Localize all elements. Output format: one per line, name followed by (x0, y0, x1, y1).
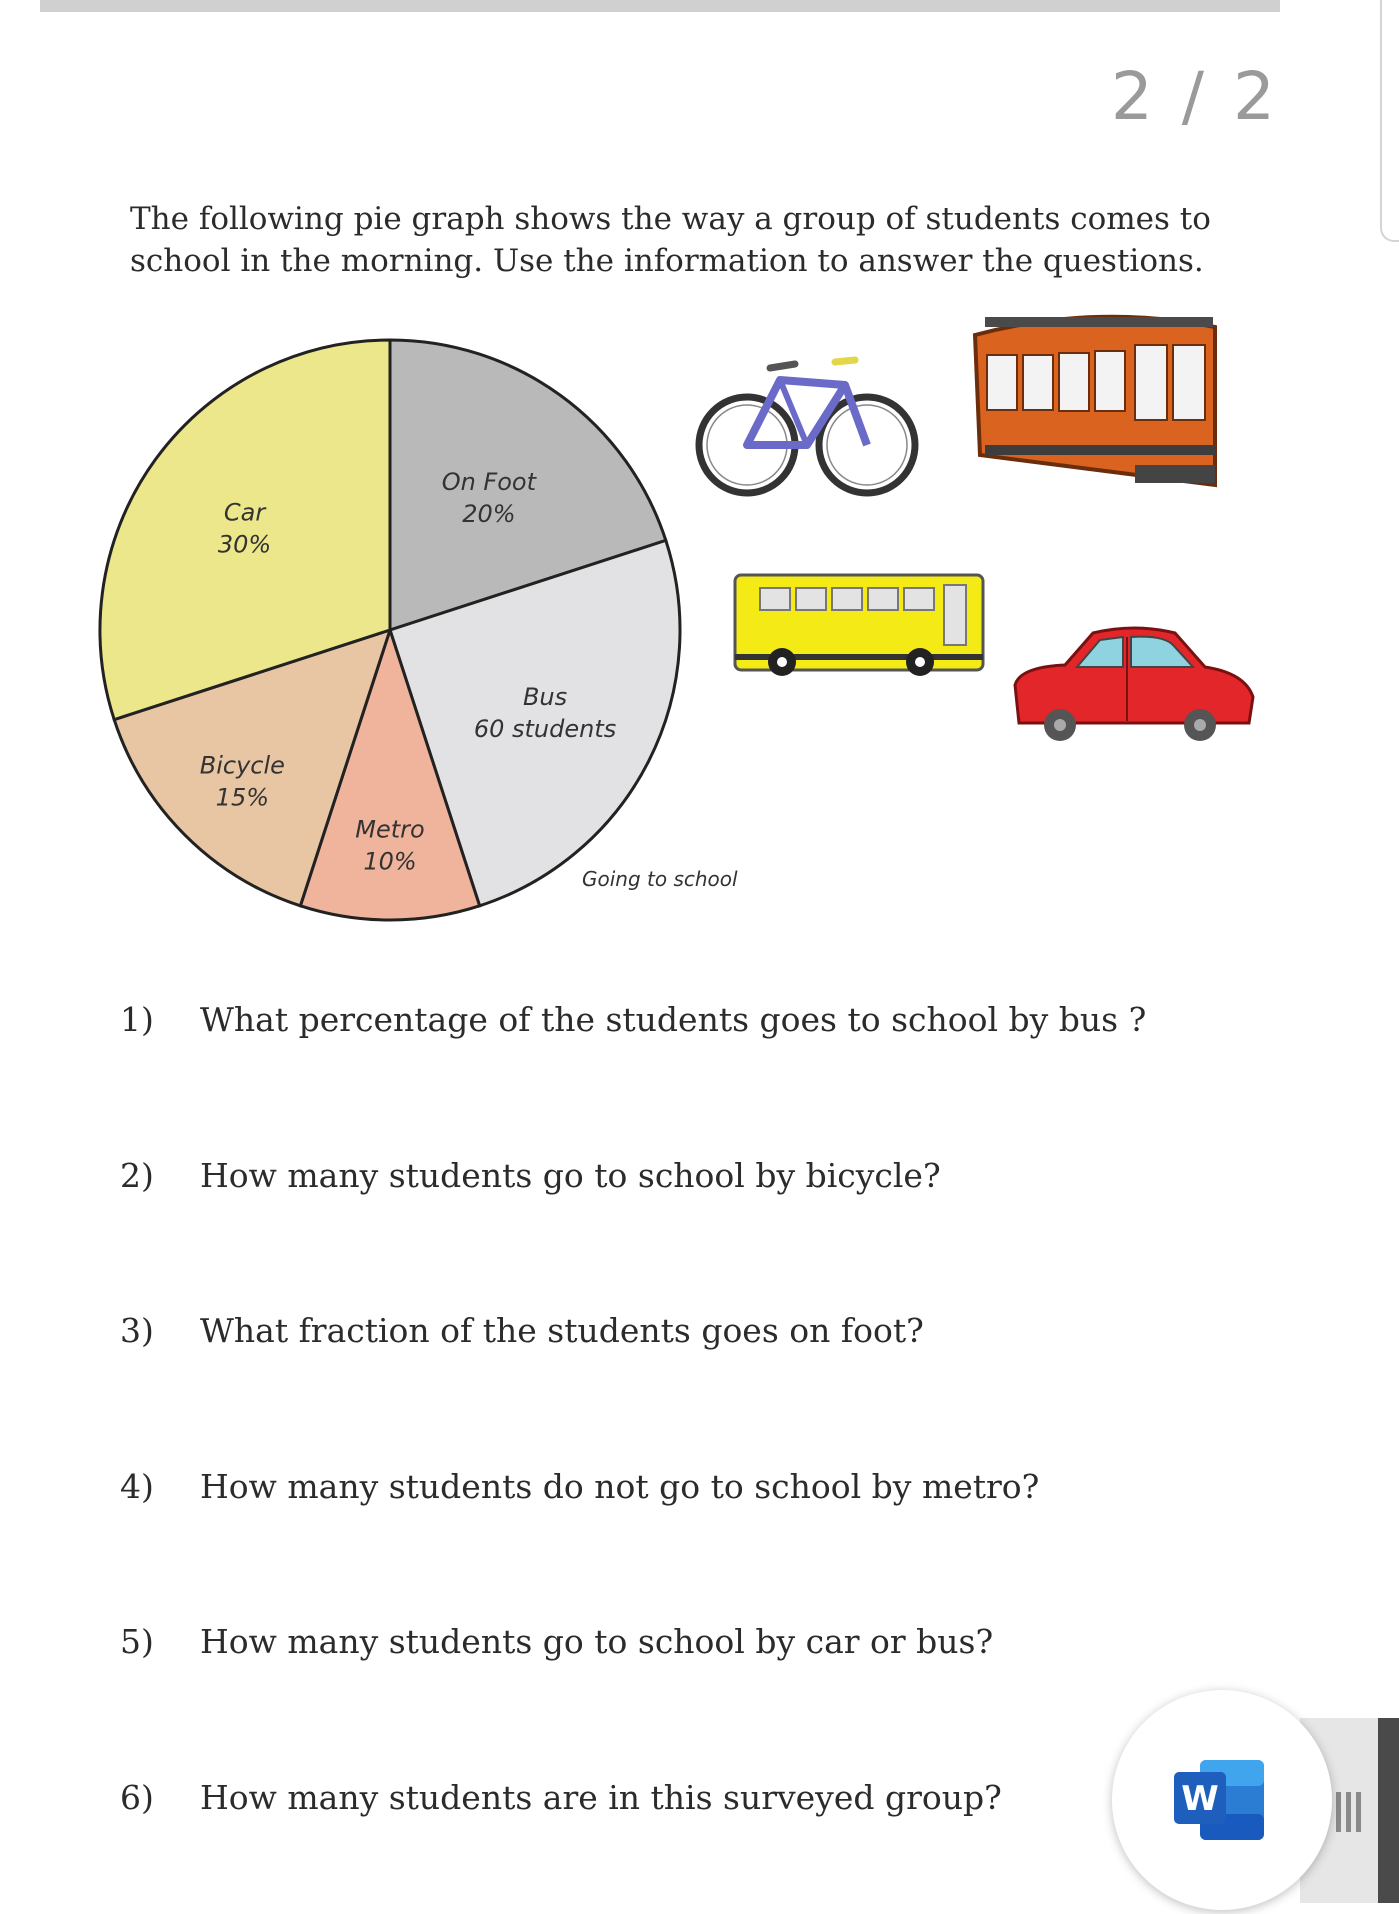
slice-label: Car (223, 498, 266, 527)
question-number: 3) (120, 1311, 154, 1350)
slice-value-label: 60 students (473, 714, 617, 743)
question-text: What percentage of the students goes to school by bus ? (200, 1000, 1147, 1039)
question-5 (120, 1622, 1120, 1661)
slice-label: Bus (522, 682, 568, 711)
slice-value-label: 20% (462, 499, 516, 528)
word-letter: W (1181, 1779, 1219, 1819)
page-indicator: 2 / 2 (1110, 58, 1279, 135)
question-6 (120, 1778, 1120, 1817)
slice-label: Metro (355, 815, 425, 844)
slice-label: On Foot (441, 467, 537, 496)
slice-value-label: 15% (215, 783, 270, 812)
question-number: 6) (120, 1778, 154, 1817)
pie-chart (0, 320, 780, 940)
pie-chart-container (0, 320, 780, 944)
question-3 (120, 1311, 1120, 1350)
bus-icon (730, 570, 990, 680)
side-panel-edge (1380, 0, 1399, 242)
question-number: 2) (120, 1156, 154, 1195)
word-icon (1112, 1690, 1332, 1910)
open-in-word-button[interactable] (1112, 1690, 1332, 1910)
question-text: How many students are in this surveyed group? (200, 1778, 1002, 1817)
tram-icon (965, 305, 1225, 495)
question-4 (120, 1467, 1120, 1506)
slice-value-label: 30% (217, 530, 272, 559)
slice-label: Bicycle (199, 751, 285, 780)
slice-value-label: 10% (363, 847, 417, 876)
question-number: 1) (120, 1000, 154, 1039)
bicycle-icon (695, 350, 920, 510)
car-icon (1005, 625, 1260, 750)
question-2 (120, 1156, 1120, 1195)
scrollbar[interactable] (1378, 1718, 1399, 1903)
intro-text: The following pie graph shows the way a group of students comes to school in the morning. Use the information to answer the questions. (130, 201, 1211, 279)
question-number: 4) (120, 1467, 154, 1506)
question-text: How many students go to school by bicycle? (200, 1156, 941, 1195)
question-text: How many students go to school by car or bus? (200, 1622, 994, 1661)
viewer-top-bar (40, 0, 1280, 12)
question-text: What fraction of the students goes on foot? (200, 1311, 924, 1350)
question-1 (120, 1000, 1147, 1039)
question-text: How many students do not go to school by metro? (200, 1467, 1040, 1506)
question-number: 5) (120, 1622, 154, 1661)
chart-caption: Going to school (582, 867, 738, 891)
menu-icon[interactable] (1334, 1788, 1364, 1838)
